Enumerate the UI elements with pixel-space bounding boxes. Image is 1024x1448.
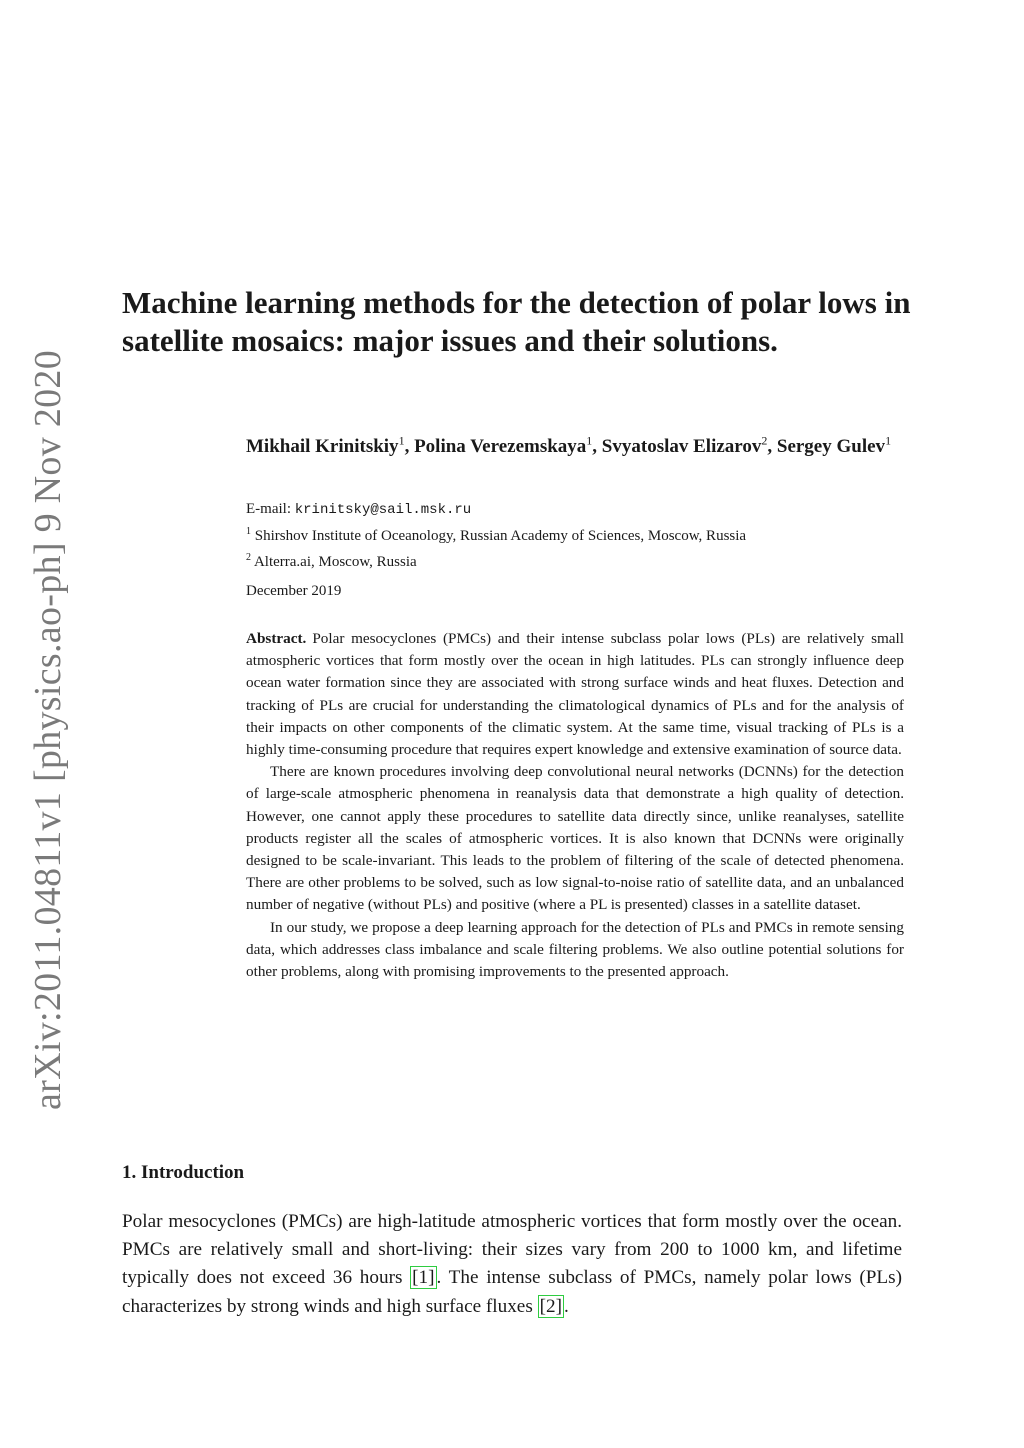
abstract-paragraph-1: Abstract. Polar mesocyclones (PMCs) and their intense subclass polar lows (PLs) are relatively small atmospheric vortices that form mostly over the ocean in high latitudes. PLs can strongly influence deep ocean water formation since they are associated with strong surface winds and heat fluxes. Detection and tracking of PLs are crucial for understanding the climatological dynamics of PLs and for the analysis of their impacts on other components of the climatic system. At the same time, visual tracking of PLs is a highly time-consuming procedure that requires expert knowledge and extensive examination of source data.: [246, 630, 904, 759]
author-4: Sergey Gulev$^1$: [776, 434, 892, 458]
citation-link-2[interactable]: [2]: [539, 1295, 562, 1317]
affiliation-1: $^1$ Shirshov Institute of Oceanology, Russian Academy of Sciences, Moscow, Russia: [246, 526, 747, 544]
abstract-paragraph-3: In our study, we propose a deep learning approach for the detection of PLs and PMCs in remote sensing data, which addresses class imbalance and scale filtering problems. We also outline potential solutions for other problems, along with promising improvements to the presented approach.: [246, 918, 904, 981]
abstract-label: Abstract.: [246, 630, 307, 647]
affiliation-2: $^2$ Alterra.ai, Moscow, Russia: [246, 552, 417, 570]
email-address[interactable]: krinitsky@sail.msk.ru: [294, 502, 472, 518]
author-2: Polina Verezemskaya$^1$,: [414, 434, 602, 458]
affiliation-block: [246, 498, 926, 573]
section-heading-introduction: 1. Introduction: [122, 1162, 245, 1183]
arxiv-identifier-stamp: arXiv:2011.04811v1 [physics.ao-ph] 9 Nov 2020: [27, 349, 69, 1110]
paper-title: Machine learning methods for the detection of polar lows in satellite mosaics: major issues and their solutions.: [122, 285, 911, 358]
abstract: [246, 628, 904, 983]
email-line: E-mail: krinitsky@sail.msk.ru: [246, 501, 472, 518]
introduction-paragraph: Polar mesocyclones (PMCs) are high-latitude atmospheric vortices that form mostly over the ocean. PMCs are relatively small and short-living: their sizes vary from 200 to 1000 km, and lifetime typically does not exceed 36 hours [1] . The intense subclass of PMCs, namely polar lows (PLs) characterizes by strong winds and high surface fluxes [2] .: [122, 1211, 902, 1317]
author-3: Svyatoslav Elizarov$^2$,: [601, 434, 777, 458]
paper-date: December 2019: [246, 583, 342, 599]
author-list: [246, 428, 926, 460]
abstract-paragraph-2: There are known procedures involving deep convolutional neural networks (DCNNs) for the detection of large-scale atmospheric phenomena in reanalysis data that demonstrate a high quality of detection. However, one cannot apply these procedures to satellite data directly since, unlike reanalyses, satellite products register all the scales of atmospheric vortices. It is also known that DCNNs were originally designed to be scale-invariant. This leads to the problem of filtering of the scale of detected phenomena. There are other problems to be solved, such as low signal-to-noise ratio of satellite data, and an unbalanced number of negative (without PLs) and positive (where a PL is presented) classes in a satellite dataset.: [246, 763, 904, 914]
author-1: Mikhail Krinitskiy$^1$,: [246, 434, 415, 458]
citation-link-1[interactable]: [1]: [412, 1267, 435, 1289]
